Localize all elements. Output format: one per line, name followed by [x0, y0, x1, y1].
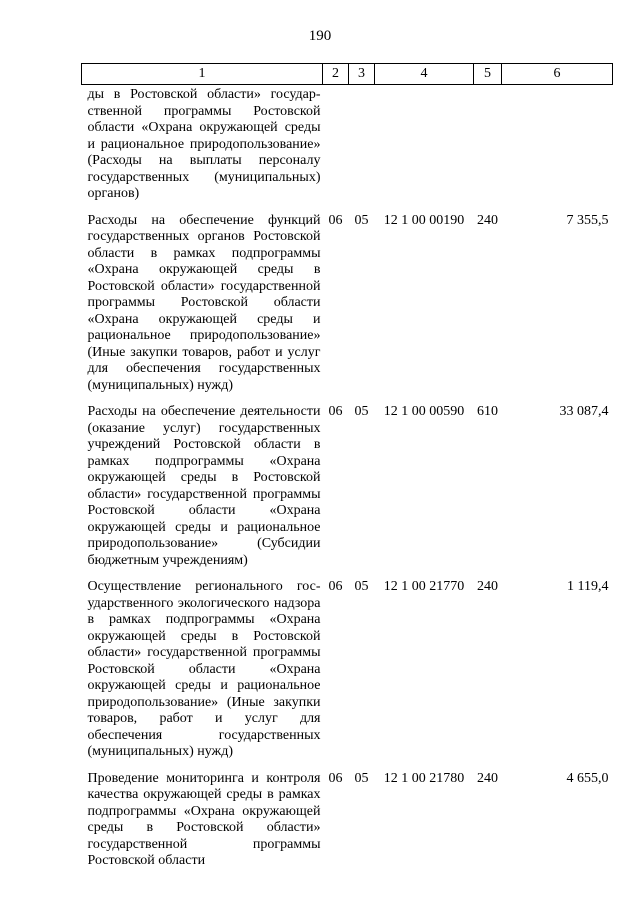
row-subsection: 05	[354, 770, 369, 786]
row-description: Расходы на обеспечение функций государственных органов Ростовской области в рамках подпрограммы «Охрана окружающей среды в Ростовской области» государственной программы Ростовской области «Охрана окружающей среды и рациональное природопользование» (Иные закупки товаров, работ и услуг для обеспечения государственных (муниципальных) нужд)	[87, 212, 321, 393]
row-description: Проведение мониторинга и контроля качества окружающей среды в рамках подпрограммы «Охрана окружающей среды в Ростовской области» государственной программы Ростовской области	[87, 770, 321, 868]
row-expense-type: 240	[477, 770, 498, 786]
row-section: 06	[328, 404, 343, 419]
table-row	[82, 394, 613, 569]
column-header: 1	[82, 64, 323, 85]
table-row	[82, 761, 613, 870]
row-subsection	[349, 85, 375, 203]
row-target-article: 12 1 00 00190	[383, 212, 465, 228]
row-subsection: 05	[354, 212, 369, 228]
row-section: 06	[328, 770, 343, 786]
row-target-article	[375, 85, 474, 203]
row-amount: 7 355,5	[566, 212, 609, 228]
table-row	[82, 85, 613, 203]
table-header-row	[82, 64, 613, 85]
row-amount: 33 087,4	[559, 404, 609, 419]
page-number: 190	[308, 28, 332, 44]
column-header: 5	[474, 64, 502, 85]
row-subsection: 05	[354, 579, 369, 594]
row-amount: 1 119,4	[567, 579, 609, 594]
table-row	[82, 203, 613, 395]
row-description: ды в Ростовской области» государственной программы Ростовской области «Охрана окружающей среды и рациональное природопользование» (Расходы на выплаты персоналу государственных (муниципальных) органов)	[87, 87, 321, 201]
row-expense-type: 240	[477, 579, 498, 594]
row-target-article: 12 1 00 21770	[383, 579, 465, 594]
row-target-article: 12 1 00 21780	[383, 770, 465, 786]
row-target-article: 12 1 00 00590	[383, 404, 465, 419]
row-section: 06	[328, 579, 343, 594]
row-section: 06	[328, 212, 343, 228]
row-description: Осуществление регионального государственного экологического надзора в рамках подпрограммы «Охрана окружающей среды в Ростовской области» государственной программы Ростовской области «Охрана окружающей среды и рациональное природопользование» (Иные закупки товаров, работ и услуг для обеспечения государственных (муниципальных) нужд)	[87, 579, 321, 759]
column-header: 6	[502, 64, 613, 85]
row-section	[323, 85, 349, 203]
row-expense-type: 240	[477, 212, 498, 228]
row-amount: 4 655,0	[566, 770, 609, 786]
row-amount	[502, 85, 613, 203]
column-header: 3	[349, 64, 375, 85]
column-header: 4	[375, 64, 474, 85]
column-header: 2	[323, 64, 349, 85]
table-row	[82, 569, 613, 761]
row-expense-type	[474, 85, 502, 203]
budget-table	[81, 63, 613, 870]
row-description: Расходы на обеспечение деятельности (оказание услуг) государственных учреждений Ростовской области в рамках подпрограммы «Охрана окружающей среды в Ростовской области» государственной программы Ростовской области «Охрана окружающей среды и рациональное природопользование» (Субсидии бюджетным учреждениям)	[87, 404, 321, 568]
row-expense-type: 610	[477, 404, 498, 419]
row-subsection: 05	[354, 404, 369, 419]
